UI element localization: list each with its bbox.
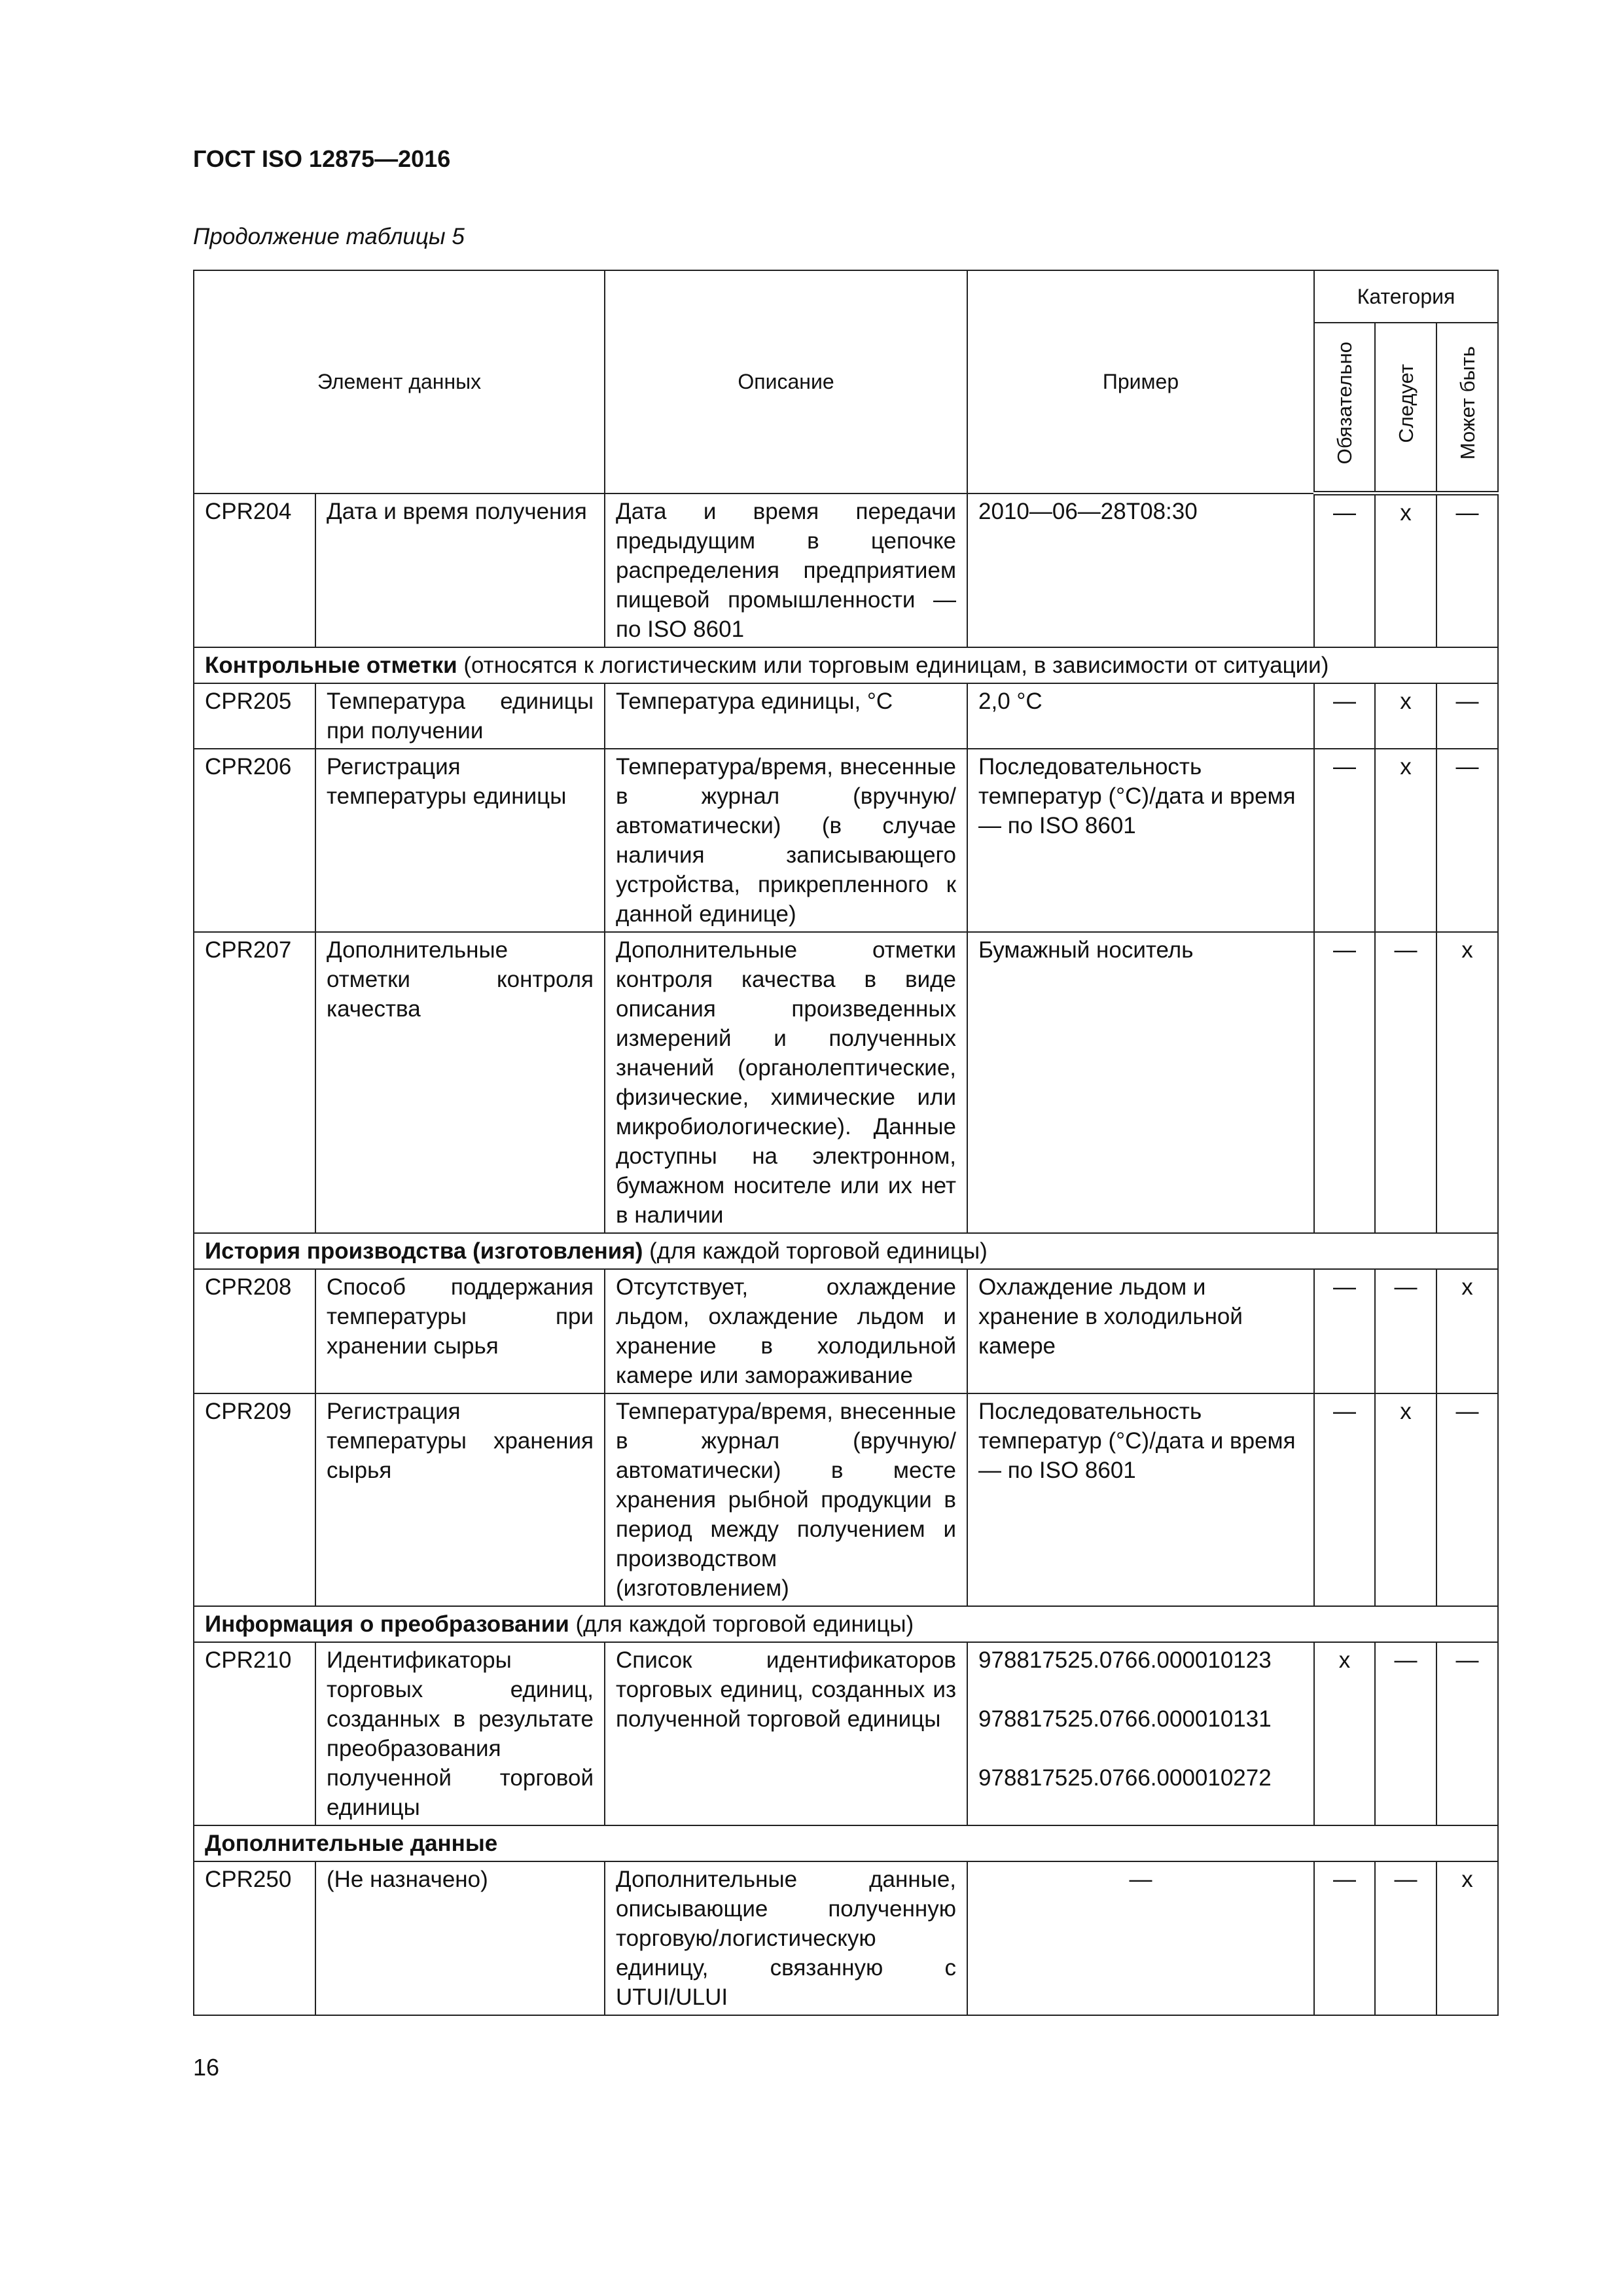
- row-may: x: [1436, 1269, 1498, 1393]
- row-example: [967, 1269, 1314, 1393]
- row-code: CPR204: [194, 493, 315, 647]
- row-element-name: Идентификаторы торговых единиц, созданных в результате преобразования полученной торговой единицы: [315, 1642, 605, 1825]
- page-number: 16: [193, 2054, 220, 2081]
- row-element-name: Способ поддержания температуры при хранении сырья: [315, 1269, 605, 1393]
- column-header-category: Категория: [1314, 270, 1498, 323]
- section-title: [194, 1825, 1498, 1861]
- table-caption: Продолжение таблицы 5: [193, 224, 465, 249]
- section-row: [194, 1233, 1498, 1269]
- example-value: —: [1129, 1866, 1152, 1892]
- column-header-may: [1436, 323, 1498, 493]
- column-header-element: Элемент данных: [194, 270, 605, 493]
- mandatory-label: Обязательно: [1333, 342, 1357, 465]
- section-title: [194, 647, 1498, 683]
- row-may: —: [1436, 493, 1498, 647]
- may-label: Может быть: [1455, 346, 1479, 460]
- row-should: —: [1375, 932, 1436, 1233]
- example-value: 978817525.0766.000010123: [978, 1647, 1272, 1673]
- row-should: x: [1375, 749, 1436, 932]
- row-mandatory: —: [1314, 1393, 1375, 1606]
- row-may: —: [1436, 1642, 1498, 1825]
- section-title-note: (относятся к логистическим или торговым единицам, в зависимости от ситуации): [457, 652, 1329, 678]
- example-value: 2,0 °C: [978, 688, 1043, 714]
- example-value: 978817525.0766.000010131: [978, 1706, 1272, 1732]
- row-code: CPR210: [194, 1642, 315, 1825]
- row-should: x: [1375, 1393, 1436, 1606]
- example-value: 978817525.0766.000010272: [978, 1765, 1272, 1791]
- example-value: Последовательность температур (°C)/дата и время — по ISO 8601: [978, 753, 1296, 838]
- section-title-bold: История производства (изготовления): [205, 1238, 643, 1264]
- table-row: [194, 1642, 1498, 1825]
- row-mandatory: —: [1314, 1861, 1375, 2015]
- row-code: CPR207: [194, 932, 315, 1233]
- document-header: ГОСТ ISO 12875—2016: [193, 145, 451, 172]
- table-row: [194, 493, 1498, 647]
- column-header-should: [1375, 323, 1436, 493]
- section-title: [194, 1233, 1498, 1269]
- table-row: [194, 683, 1498, 749]
- row-code: CPR208: [194, 1269, 315, 1393]
- table-row: [194, 1861, 1498, 2015]
- row-description: Дата и время передачи предыдущим в цепочке распределения предприятием пищевой промышленности — по ISO 8601: [605, 493, 967, 647]
- row-code: CPR209: [194, 1393, 315, 1606]
- table-row: [194, 1393, 1498, 1606]
- example-value: Охлаждение льдом и хранение в холодильной камере: [978, 1274, 1243, 1359]
- example-value: Бумажный носитель: [978, 937, 1194, 963]
- table-row: [194, 932, 1498, 1233]
- section-row: [194, 1606, 1498, 1642]
- row-example: [967, 1642, 1314, 1825]
- row-mandatory: —: [1314, 749, 1375, 932]
- row-should: —: [1375, 1642, 1436, 1825]
- row-description: Дополнительные отметки контроля качества в виде описания произведенных измерений и полученных значений (органолептические, физические, химические или микробиологические). Данные доступны на электронном, бумажном носителе или их нет в наличии: [605, 932, 967, 1233]
- row-element-name: Регистрация температуры хранения сырья: [315, 1393, 605, 1606]
- row-may: —: [1436, 1393, 1498, 1606]
- row-example: [967, 932, 1314, 1233]
- section-row: [194, 1825, 1498, 1861]
- row-may: —: [1436, 683, 1498, 749]
- row-description: Температура/время, внесенные в журнал (вручную/автоматически) (в случае наличия записывающего устройства, прикрепленного к данной единице): [605, 749, 967, 932]
- row-code: CPR205: [194, 683, 315, 749]
- row-element-name: Дата и время получения: [315, 493, 605, 647]
- column-header-description: Описание: [605, 270, 967, 493]
- section-title-note: (для каждой торговой единицы): [643, 1238, 988, 1264]
- row-mandatory: —: [1314, 932, 1375, 1233]
- row-mandatory: —: [1314, 1269, 1375, 1393]
- data-elements-table: [193, 270, 1499, 2016]
- row-example: [967, 1861, 1314, 2015]
- row-element-name: Регистрация температуры единицы: [315, 749, 605, 932]
- row-example: [967, 683, 1314, 749]
- row-description: Температура/время, внесенные в журнал (вручную/автоматически) в месте хранения рыбной продукции в период между получением и производством (изготовлением): [605, 1393, 967, 1606]
- row-code: CPR206: [194, 749, 315, 932]
- row-may: x: [1436, 1861, 1498, 2015]
- row-code: CPR250: [194, 1861, 315, 2015]
- row-mandatory: x: [1314, 1642, 1375, 1825]
- row-should: —: [1375, 1269, 1436, 1393]
- row-description: Дополнительные данные, описывающие полученную торговую/логистическую единицу, связанную с UTUI/ULUI: [605, 1861, 967, 2015]
- row-example: [967, 1393, 1314, 1606]
- example-value: 2010—06—28T08:30: [978, 498, 1198, 524]
- row-mandatory: —: [1314, 493, 1375, 647]
- row-should: x: [1375, 683, 1436, 749]
- example-value: Последовательность температур (°C)/дата и время — по ISO 8601: [978, 1398, 1296, 1483]
- row-description: Температура единицы, °C: [605, 683, 967, 749]
- table-row: [194, 1269, 1498, 1393]
- section-title-note: (для каждой торговой единицы): [569, 1611, 914, 1637]
- row-should: —: [1375, 1861, 1436, 2015]
- row-may: —: [1436, 749, 1498, 932]
- section-title-bold: Информация о преобразовании: [205, 1611, 569, 1637]
- row-description: Список идентификаторов торговых единиц, созданных из полученной торговой единицы: [605, 1642, 967, 1825]
- row-may: x: [1436, 932, 1498, 1233]
- table-row: [194, 749, 1498, 932]
- row-example: [967, 493, 1314, 647]
- row-description: Отсутствует, охлаждение льдом, охлаждение льдом и хранение в холодильной камере или замораживание: [605, 1269, 967, 1393]
- row-example: [967, 749, 1314, 932]
- column-header-example: Пример: [967, 270, 1314, 493]
- row-element-name: (Не назначено): [315, 1861, 605, 2015]
- column-header-mandatory: [1314, 323, 1375, 493]
- row-should: x: [1375, 493, 1436, 647]
- section-title: [194, 1606, 1498, 1642]
- section-title-bold: Контрольные отметки: [205, 652, 457, 678]
- table-body: [194, 493, 1498, 2015]
- row-element-name: Дополнительные отметки контроля качества: [315, 932, 605, 1233]
- row-element-name: Температура единицы при получении: [315, 683, 605, 749]
- should-label: Следует: [1394, 363, 1418, 443]
- row-mandatory: —: [1314, 683, 1375, 749]
- section-title-bold: Дополнительные данные: [205, 1830, 498, 1856]
- section-row: [194, 647, 1498, 683]
